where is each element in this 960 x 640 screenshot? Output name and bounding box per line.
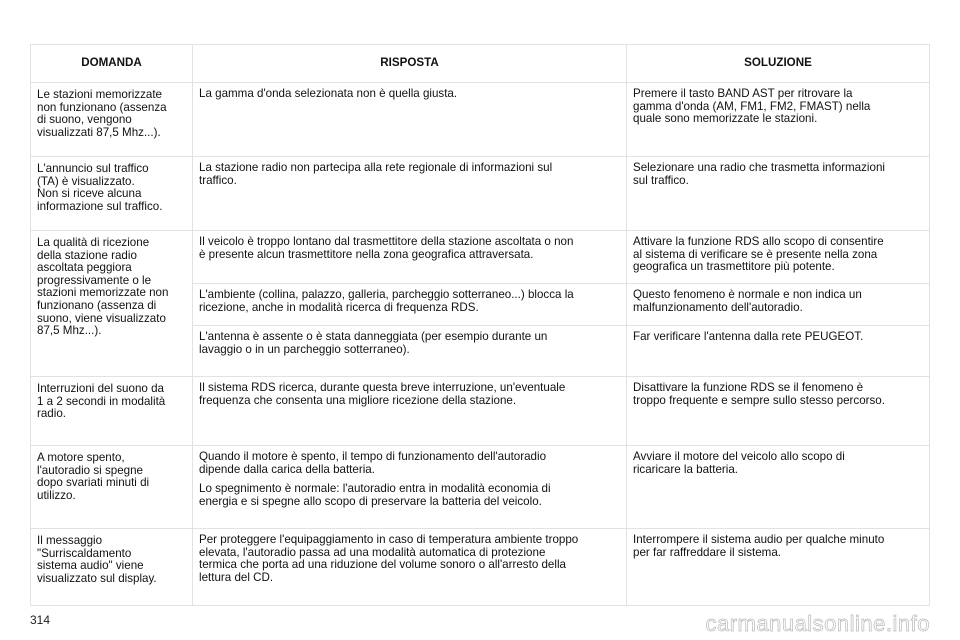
solution-text: Avviare il motore del veicolo allo scopo di ricaricare la batteria. xyxy=(633,450,845,476)
question-cell xyxy=(31,231,193,377)
answer-cell xyxy=(193,284,627,326)
solution-cell xyxy=(627,83,930,157)
solution-text: Disattivare la funzione RDS se il fenomeno è troppo frequente e sempre sullo stesso percorso. xyxy=(633,381,885,407)
answer-text: L'antenna è assente o è stata danneggiata (per esempio durante un lavaggio o in un parcheggio sotterraneo). xyxy=(199,330,548,356)
header-risposta: RISPOSTA xyxy=(193,45,627,83)
answer-text: La gamma d'onda selezionata non è quella giusta. xyxy=(199,87,458,100)
solution-text: Attivare la funzione RDS allo scopo di consentire al sistema di verificare se è presente nella zona geografica un trasmettitore più potente. xyxy=(633,235,884,274)
solution-text: Questo fenomeno è normale e non indica un malfunzionamento dell'autoradio. xyxy=(633,288,862,314)
question-text: La qualità di ricezione della stazione radio ascoltata peggiora progressivamente o le stazioni memorizzate non funzionano (assenza di suono, viene visualizzato 87,5 Mhz...). xyxy=(37,236,169,338)
answer-text: Lo spegnimento è normale: l'autoradio entra in modalità economia di energia e si spegne allo scopo di preservare la batteria del veicolo. xyxy=(199,482,551,508)
question-cell xyxy=(31,83,193,157)
answer-text: La stazione radio non partecipa alla rete regionale di informazioni sul traffico. xyxy=(199,161,553,187)
header-soluzione: SOLUZIONE xyxy=(627,45,930,83)
question-text: Il messaggio "Surriscaldamento sistema audio" viene visualizzato sul display. xyxy=(37,534,157,585)
watermark-logo: carmanualsonline.info xyxy=(705,611,930,636)
answer-text: Per proteggere l'equipaggiamento in caso di temperatura ambiente troppo elevata, l'autoradio passa ad una modalità automatica di protezione termica che porta ad una riduzione del volume sonoro o all'arresto della lettura del CD. xyxy=(199,533,579,584)
answer-cell xyxy=(193,157,627,231)
solution-text: Premere il tasto BAND AST per ritrovare la gamma d'onda (AM, FM1, FM2, FMAST) nella quale sono memorizzate le stazioni. xyxy=(633,87,871,126)
solution-text: Selezionare una radio che trasmetta informazioni sul traffico. xyxy=(633,161,885,187)
table-header-row xyxy=(31,45,930,83)
page-number: 314 xyxy=(30,613,51,627)
answer-cell xyxy=(193,446,627,529)
table-row xyxy=(31,83,930,157)
header-domanda: DOMANDA xyxy=(31,45,193,83)
question-cell xyxy=(31,529,193,606)
table-row xyxy=(31,529,930,606)
table-row xyxy=(31,446,930,529)
solution-cell xyxy=(627,377,930,446)
table-row xyxy=(31,231,930,284)
answer-cell xyxy=(193,231,627,284)
question-text: Le stazioni memorizzate non funzionano (assenza di suono, vengono visualizzati 87,5 Mhz...). xyxy=(37,88,167,139)
table-row xyxy=(31,377,930,446)
table-body xyxy=(31,83,930,606)
question-text: A motore spento, l'autoradio si spegne dopo svariati minuti di utilizzo. xyxy=(37,451,150,502)
solution-cell xyxy=(627,446,930,529)
solution-cell xyxy=(627,284,930,326)
troubleshooting-table xyxy=(30,44,930,606)
solution-cell xyxy=(627,529,930,606)
answer-text: Il sistema RDS ricerca, durante questa breve interruzione, un'eventuale frequenza che consenta una migliore ricezione della stazione. xyxy=(199,381,566,407)
question-cell xyxy=(31,446,193,529)
question-text: L'annuncio sul traffico (TA) è visualizzato. Non si riceve alcuna informazione sul traffico. xyxy=(37,162,163,213)
question-cell xyxy=(31,157,193,231)
answer-text: L'ambiente (collina, palazzo, galleria, parcheggio sotterraneo...) blocca la ricezione, anche in modalità ricerca di frequenza RDS. xyxy=(199,288,574,314)
answer-text: Il veicolo è troppo lontano dal trasmettitore della stazione ascoltata o non è presente alcun trasmettitore nella zona geografica attraversata. xyxy=(199,235,574,261)
solution-text: Far verificare l'antenna dalla rete PEUGEOT. xyxy=(633,330,864,343)
answer-text: Quando il motore è spento, il tempo di funzionamento dell'autoradio dipende dalla carica della batteria. xyxy=(199,450,547,476)
question-cell xyxy=(31,377,193,446)
answer-cell xyxy=(193,326,627,377)
solution-cell xyxy=(627,326,930,377)
solution-text: Interrompere il sistema audio per qualche minuto per far raffreddare il sistema. xyxy=(633,533,885,559)
answer-cell xyxy=(193,529,627,606)
table-row xyxy=(31,157,930,231)
solution-cell xyxy=(627,231,930,284)
answer-cell xyxy=(193,377,627,446)
answer-cell xyxy=(193,83,627,157)
solution-cell xyxy=(627,157,930,231)
question-text: Interruzioni del suono da 1 a 2 secondi in modalità radio. xyxy=(37,382,166,421)
